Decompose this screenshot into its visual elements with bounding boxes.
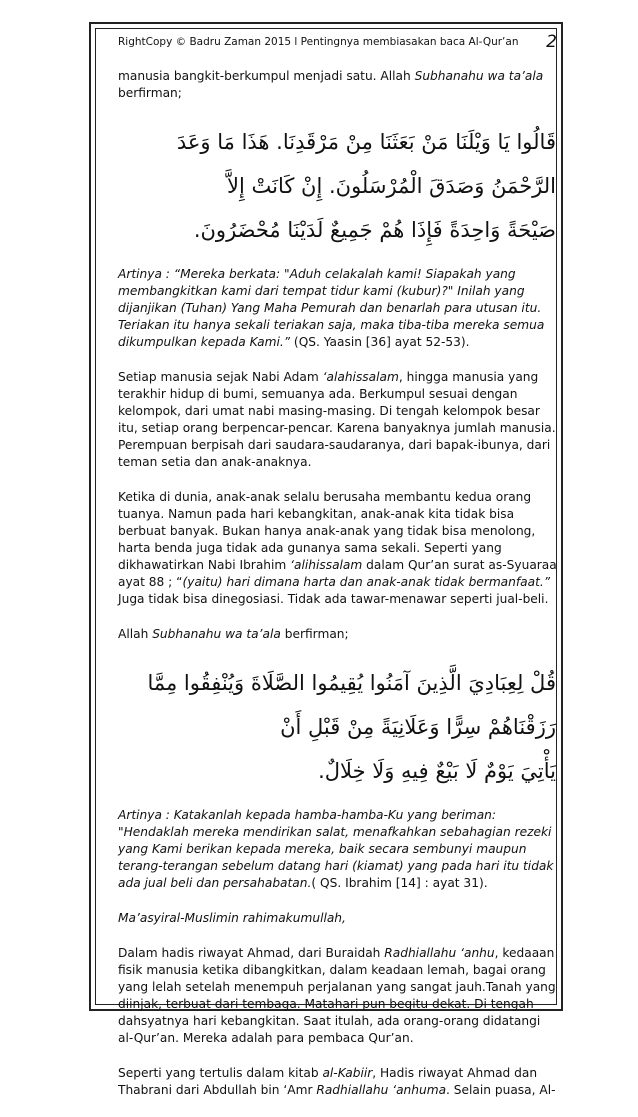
arabic-verse-1-line-1: قَالُوا يَا وَيْلَنَا مَنْ بَعَثَنَا مِنْ مَرْقَدِنَا. هَذَا مَا وَعَدَ الرَّحْمَنُ وَصَدَقَ الْمُرْسَلُونَ. إِنْ كَانَتْ إِلاَّ <box>176 130 556 198</box>
paragraph-3: Setiap manusia sejak Nabi Adam ‘alahissalam, hingga manusia yang terakhir hidup di bumi, semuanya ada. Berkumpul sesuai dengan kelompok, dari umat nabi masing-masing. Di tengah kelompok besar itu, setiap orang berpencar-pencar. Karena banyaknya jumlah manusia. Perempuan berpisah dari saudara-saudaranya, dari bapak-ibunya, dari teman setia dan anak-anaknya. <box>118 370 556 469</box>
honorific: Subhanahu wa ta’ala <box>414 69 544 83</box>
paragraph-5: Allah Subhanahu wa ta’ala berfirman; <box>118 627 349 641</box>
paragraph-4: Ketika di dunia, anak-anak selalu berusaha membantu kedua orang tuanya. Namun pada hari kebangkitan, anak-anak kita tidak bisa berbuat banyak. Bukan hanya anak-anak yang tidak bisa menolong, harta benda juga tidak ada gunanya sama sekali. Seperti yang dikhawatirkan Nabi Ibrahim ‘alihissalam dalam Qur’an surat as-Syuaraa ayat 88 ; “(yaitu) hari dimana harta dan anak-anak tidak bermanfaat.” Juga tidak bisa dinegosiasi. Tidak ada tawar-menawar seperti jual-beli. <box>118 490 557 606</box>
document-body <box>118 68 558 1117</box>
arabic-verse-1 <box>118 120 556 252</box>
paragraph-1: manusia bangkit-berkumpul menjadi satu. Allah Subhanahu wa ta’ala berfirman; <box>118 69 544 100</box>
arabic-verse-2 <box>118 661 556 793</box>
paragraph-9: Seperti yang tertulis dalam kitab al-Kabiir, Hadis riwayat Ahmad dan Thabrani dari Abdullah bin ‘Amr Radhiallahu ‘anhuma. Selain puasa, Al- <box>118 1066 556 1097</box>
arabic-verse-2-line-2: يَأْتِيَ يَوْمٌ لَا بَيْعٌ فِيهِ وَلَا خِلَالٌ. <box>318 759 556 783</box>
translation-2: Artinya : Katakanlah kepada hamba-hamba-Ku yang beriman: "Hendaklah mereka mendirikan salat, menafkahkan sebahagian rezeki yang Kami berikan kepada mereka, baik secara sembunyi maupun terang-terangan sebelum datang hari (kiamat) yang pada hari itu tidak ada jual beli dan persahabatan.( QS. Ibrahim [14] : ayat 31). <box>118 808 554 890</box>
page-header <box>118 34 570 56</box>
arabic-verse-2-line-1: قُلْ لِعِبَادِيَ الَّذِينَ آمَنُوا يُقِيمُوا الصَّلَاةَ وَيُنْفِقُوا مِمَّا رَزَقْنَاهُمْ سِرًّا وَعَلَانِيَةً مِنْ قَبْلِ أَنْ <box>147 671 556 739</box>
page-number: 2 <box>546 32 557 52</box>
greeting: Ma’asyiral-Muslimin rahimakumullah, <box>118 911 346 925</box>
paragraph-8: Dalam hadis riwayat Ahmad, dari Buraidah Radhiallahu ‘anhu, kedaaan fisik manusia ketika dibangkitkan, dalam keadaan lemah, bagai orang yang lelah setelah menempuh perjalanan yang sangat jauh.Tanah yang diinjak, terbuat dari tembaga. Matahari pun begitu dekat. Di tengah dahsyatnya hari kebangkitan. Saat itulah, ada orang-orang didatangi al-Qur’an. Mereka adalah para pembaca Qur’an. <box>118 946 556 1045</box>
arabic-verse-1-line-2: صَيْحَةً وَاحِدَةً فَإِذَا هُمْ جَمِيعٌ لَدَيْنَا مُحْضَرُونَ. <box>193 218 556 242</box>
header-text: RightCopy © Badru Zaman 2015 l Pentingnya membiasakan baca Al-Qur’an <box>118 36 519 48</box>
translation-1: Artinya : “Mereka berkata: "Aduh celakalah kami! Siapakah yang membangkitkan kami dari tempat tidur kami (kubur)?" Inilah yang dijanjikan (Tuhan) Yang Maha Pemurah dan benarlah para utusan itu. Teriakan itu hanya sekali teriakan saja, maka tiba-tiba mereka semua dikumpulkan kepada Kami.” (QS. Yaasin [36] ayat 52-53). <box>118 267 545 349</box>
